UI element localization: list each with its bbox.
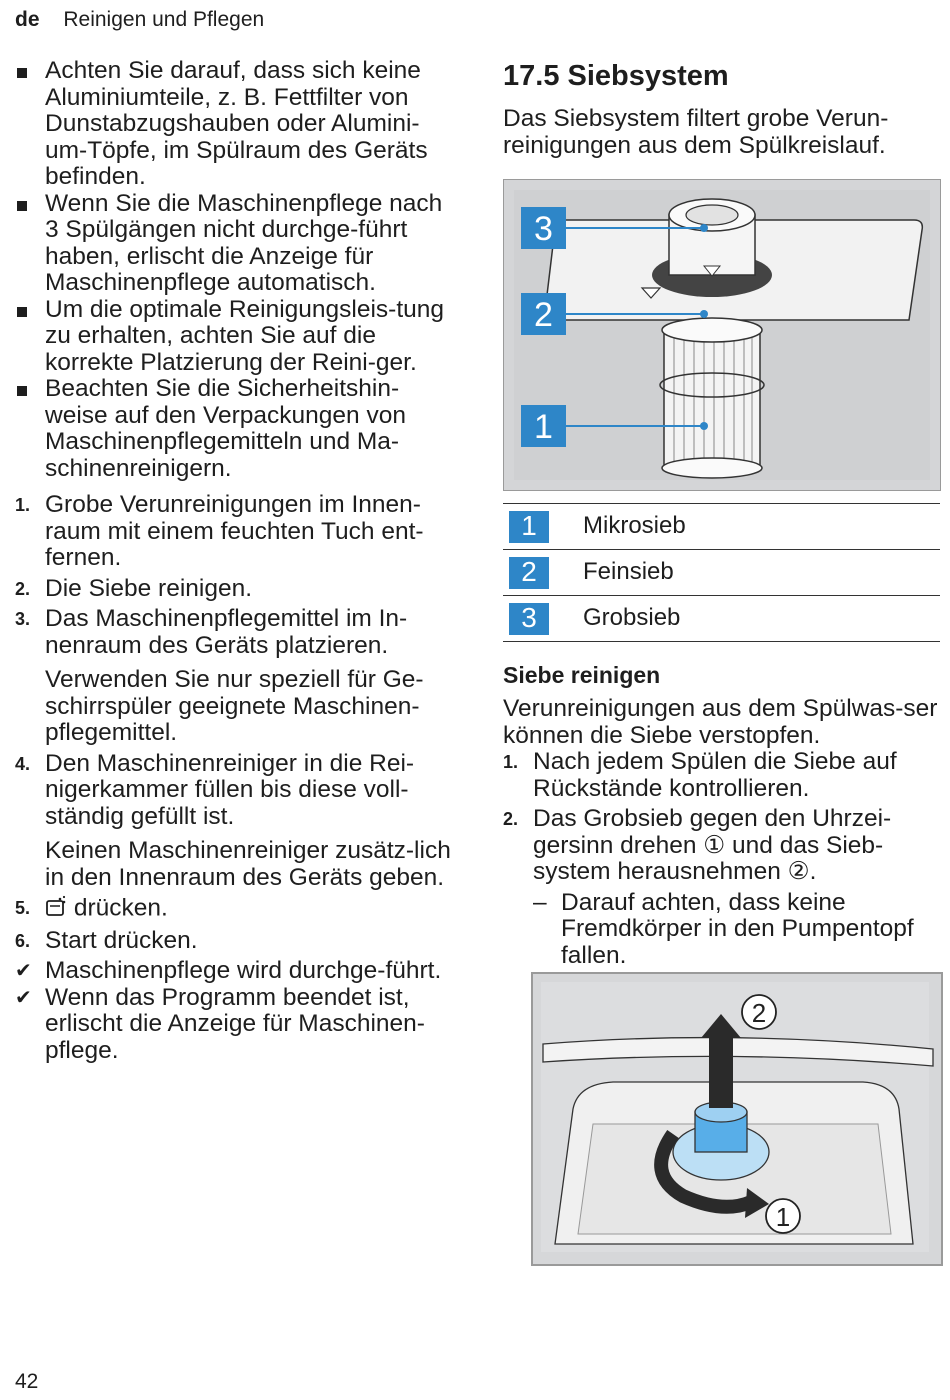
- callout-1-circle: 1: [775, 1202, 791, 1232]
- bullet-square-icon: [15, 297, 45, 324]
- legend-row: [503, 550, 940, 596]
- step-number: 2.: [15, 578, 31, 599]
- bullet-item: Um die optimale Reinigungsleis-tung zu erhalten, achten Sie auf die korrekte Platzierung der Reini-ger.: [15, 297, 455, 377]
- step-item: [503, 806, 943, 886]
- step-text: Grobe Verunreinigungen im Innen-raum mit einem feuchten Tuch ent-fernen.: [45, 491, 424, 571]
- header-title: Reinigen und Pflegen: [63, 8, 265, 31]
- remove-filter-figure: [531, 972, 943, 1266]
- subsection-title: Siebe reinigen: [503, 662, 661, 688]
- right-column: [503, 58, 943, 969]
- step-item: [15, 895, 455, 924]
- dash-marker: –: [533, 888, 547, 916]
- legend-label: Grobsieb: [583, 604, 681, 632]
- page-number: 42: [15, 1370, 39, 1393]
- dash-item: [503, 890, 943, 970]
- checkmark-icon: ✔: [15, 960, 32, 982]
- step-item: [15, 576, 455, 603]
- legend-label: Feinsieb: [583, 558, 674, 586]
- callout-1: 1: [534, 408, 553, 446]
- legend-badge: 2: [509, 557, 549, 589]
- step-note: Verwenden Sie nur speziell für Ge-schirrspüler geeignete Maschinen-pflegemittel.: [45, 666, 424, 746]
- step-text: Den Maschinenreiniger in die Rei-nigerkammer füllen bis diese voll-ständig gefüllt ist.: [45, 749, 415, 830]
- step-item: [15, 492, 455, 572]
- step-item: [503, 749, 943, 802]
- callout-2-circle: 2: [751, 998, 767, 1028]
- step-text: drücken.: [103, 926, 198, 954]
- legend-row: [503, 504, 940, 550]
- result-item: ✔ Wenn das Programm beendet ist, erlischt die Anzeige für Maschinen-pflege.: [15, 983, 425, 1064]
- callout-3: 3: [534, 210, 553, 248]
- callout-2: 2: [534, 296, 553, 334]
- step-number: 1.: [15, 495, 31, 515]
- step-note: Keinen Maschinenreiniger zusätz-lich in den Innenraum des Geräts geben.: [45, 837, 451, 891]
- result-item: ✔ Maschinenpflege wird durchge-führt.: [15, 957, 442, 984]
- filter-system-figure: [503, 179, 941, 491]
- step-number: 6.: [15, 930, 31, 951]
- bullet-square-icon: [15, 58, 45, 85]
- step-number: 3.: [15, 609, 31, 629]
- machine-care-icon: [45, 895, 67, 924]
- section-intro: Das Siebsystem filtert grobe Verun-reinigungen aus dem Spülkreislauf.: [503, 105, 889, 159]
- step-text: Das Maschinenpflegemittel im In-nenraum des Geräts platzieren.: [45, 605, 408, 659]
- bullet-item: Wenn Sie die Maschinenpflege nach 3 Spülgängen nicht durchge-führt haben, erlischt die Anzeige für Maschinenpflege automatisch.: [15, 191, 455, 297]
- dash-text: Darauf achten, dass keine Fremdkörper in den Pumpentopf fallen.: [561, 888, 914, 969]
- bullet-item: Beachten Sie die Sicherheitshin-weise auf den Verpackungen von Maschinenpflegemitteln und Ma-schinenreinigern.: [15, 376, 455, 482]
- step-text: Die Siebe reinigen.: [45, 574, 253, 602]
- language-code: de: [15, 8, 40, 31]
- page-header: [15, 8, 264, 32]
- step-number: 1.: [503, 752, 519, 772]
- step-item: [15, 751, 455, 831]
- legend-label: Mikrosieb: [583, 512, 686, 540]
- step-text: Das Grobsieb gegen den Uhrzei-gersinn drehen ① und das Sieb-system herausnehmen ②.: [533, 805, 892, 885]
- step-text: drücken.: [73, 894, 168, 922]
- step-item: [15, 606, 455, 659]
- step-number: 2.: [503, 809, 519, 829]
- legend-row: [503, 596, 940, 642]
- checkmark-icon: ✔: [15, 986, 32, 1009]
- section-title: 17.5 Siebsystem: [503, 60, 729, 92]
- subsection-intro: Verunreinigungen aus dem Spülwas-ser können die Siebe verstopfen.: [503, 695, 938, 749]
- legend-badge: 3: [509, 603, 549, 635]
- step-number: 4.: [15, 753, 31, 774]
- figure-legend: [503, 503, 940, 642]
- bullet-square-icon: [15, 376, 45, 403]
- step-text: Nach jedem Spülen die Siebe auf Rückstände kontrollieren.: [533, 748, 897, 802]
- start-button-label: Start: [45, 926, 97, 954]
- step-item: [15, 928, 455, 955]
- bullet-item: Achten Sie darauf, dass sich keine Aluminiumteile, z. B. Fettfilter von Dunstabzugshauben oder Alumini-um-Töpfe, im Spülraum des Geräts befinden.: [15, 58, 455, 191]
- legend-badge: 1: [509, 511, 549, 543]
- step-number: 5.: [15, 898, 31, 918]
- bullet-square-icon: [15, 191, 45, 218]
- left-column: [15, 58, 455, 1064]
